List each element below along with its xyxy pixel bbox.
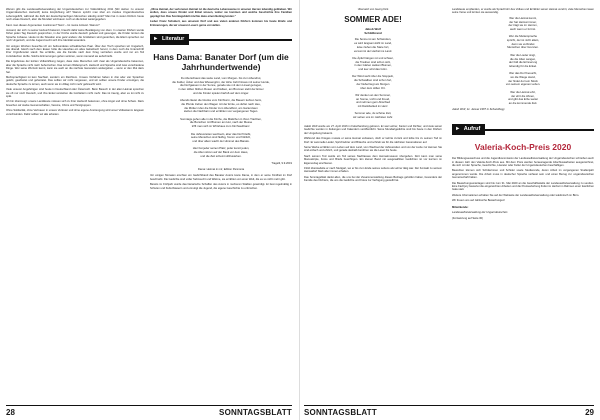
paper-name: SONNTAGSBLATT xyxy=(219,408,292,417)
poem-line: wir sehen uns im nächsten Jahr. xyxy=(353,115,393,120)
poem-line: spricht, der ist nicht allein, xyxy=(506,38,540,43)
poem-line: auch wenn er fort ist. xyxy=(510,26,536,31)
poem-line: wo die Wiege stand, xyxy=(510,75,536,80)
poem-line: die Trauben sind schon süß, xyxy=(355,59,391,64)
footer-rule xyxy=(6,405,292,406)
poem-line: und nehmen gern Abschied xyxy=(355,100,391,105)
poem-signature: Jakob Wolf, 11. Januar 1987 in Schandhegy xyxy=(452,107,505,111)
poem-line: der findet dort ein Stück xyxy=(508,78,538,83)
poem-line: denn sie verbindet xyxy=(511,41,535,46)
poem-line: Sommer ade, du schöne Zeit, xyxy=(354,111,392,116)
poem-line: Wir denken an den Sommer, xyxy=(355,92,391,97)
intro-paragraph: Lieber Franz Schubert, aus unserem Dorf und aus vielen anderen Dörfern kommen bis heute Briefe und Erinnerungen, die wir unseren Lesern gerne vorstellen. xyxy=(150,20,292,27)
paragraph: Vor einigen Wochen besuchte ich ein befreundetes schwäbisches Paar. Über den Tisch sprachen wir Ungarisch, wie überall. Gleich nach dem Essen holte die Hausfrau ein altes Gebetbuch hervor, in dem noch die Unterschrift ihrer Urgroßmutter stand. Sie erzählte, wie die Familie nach dem Krieg vertrieben wurde und nur ein Teil zurückkehren durfte. Solche Erinnerungen gehen verloren, wenn niemand sie aufschreibt. xyxy=(6,44,144,58)
paragraph: Kann man diesen Argumenten zustimmen? Nein! – Ist meine Antwort. Warum? xyxy=(6,23,100,27)
paragraph: Ich bin überzeugt: unsere Landsleute müssen sich zu ihrer Herkunft bekennen, ohne Angst und ohne Scham. Dazu brauchen wir starke Gemeinschaften, Vereine, Chöre und Tanzgruppen. xyxy=(6,100,144,107)
poem-date: Tragelli, 9.9.2019 xyxy=(271,161,292,165)
paragraph: Bewerben können sich Schülerinnen und Schüler sowie Studierende, deren Arbeit im vergangenen Studienjahr angenommen wurde. Die Arbeit muss in deutscher Sprache verfasst sein und einen Bezug zur ungarndeutschen Gemeinschaft haben. xyxy=(452,169,594,180)
paragraph: Das Sonntagsblatt dankt allen, die uns bei der Zusammenstellung dieses Beitrags geholfen haben, besonders der Familie des Dichters, die uns die Gedichte und Fotos zur Verfügung gestellt hat. xyxy=(304,175,442,183)
poem-line: Wer die Muttersprache xyxy=(508,34,538,39)
continued-note: (Fortsetzung auf Seite 30) xyxy=(452,217,484,221)
footer-rule xyxy=(304,405,594,406)
poem-line: Die Jahreszeiten wechseln, aber das Dorf bleibt, xyxy=(190,131,251,136)
poem-line: Wer die Heimat kennt, xyxy=(509,15,537,20)
poem-line: in den Höfen blühen Rosen und Nelken, am Brunnen steht der Eimer xyxy=(178,87,264,92)
right-column-2 xyxy=(452,8,594,400)
poem-title: SOMMER ADE! xyxy=(344,15,402,25)
paragraph: Die Ergebnisse der letzten Volkszählung zeigen, dass viele Menschen sich zwar als Ungarndeutsche bekennen, aber die Sprache nicht mehr beherrschen. Das ist kein Widerspruch. Herkunft und Sprache sind zwei verschiedene Dinge. Wer seine Wurzeln kennt, kann sie auch an die nächste Generation weitergeben – wenn er den Mut dazu hat. xyxy=(6,60,144,74)
section-tag-label: Literatur xyxy=(161,36,185,43)
poem-line: und leer wird das Grün. xyxy=(358,67,388,72)
poem-line: und die Kinder spielen barfuß auf dem Anger. xyxy=(192,90,250,95)
paragraph: Mehrsprachigkeit ist kein Nachteil, sondern ein Reichtum. Unsere Vorfahren haben in drei oder vier Sprachen gelebt, gearbeitet und geheiratet. Das sollten wir nicht vergessen, und wir sollten unsere Kinder ermutigen, die deutsche Sprache zu lernen, auch wenn sie im Alltag nicht mehr gebraucht wird. xyxy=(6,75,144,86)
poem-line: trifft man sich im Wirtshaus zum Kirchweihtanz. xyxy=(191,124,251,129)
poem-line: die Alten sitzen auf der Bank vor dem Haus, xyxy=(193,150,249,155)
left-column-1 xyxy=(6,8,144,400)
left-column-2 xyxy=(150,8,292,400)
intro-block xyxy=(452,8,594,15)
poem-line: der hält die Erinnerung xyxy=(508,60,538,65)
poem-line: der Nebel liegt am Morgen xyxy=(356,81,390,86)
article-title: Valeria-Koch-Preis 2020 xyxy=(474,142,572,153)
paragraph: Vor einigen Monaten erschien ein Gedichtband des Banater Autors Hans Dama, in dem er seine Kindheit im Dorf beschreibt. Die Gedichte sind voller Sehnsucht und Wärme, sie erzählen von einer Welt, die es so nicht mehr gibt. xyxy=(150,174,292,181)
paragraph: Viele unserer Angehörigen sind heute in Deutschland oder Österreich. Beim Besuch in der alten Heimat sprechen sie oft nur noch Deutsch, und ihre Enkel verstehen die Großeltern nicht mehr. Das ist traurig, aber es ist nicht zu spät. xyxy=(6,88,144,98)
poem-line: seine Menschen sind fleißig, fromm und fröhlich, xyxy=(190,135,251,140)
right-column-1 xyxy=(304,8,442,400)
poem-line: die Mütter rufen die Kinder zum Abendbrot, am Gartenzaun xyxy=(184,105,258,110)
paragraph: Ohne Solidarität, ohne Vertrauen in unsere Vertreter und ohne eigene Anstrengung wird unser Volksstamm langsam verschwinden. Dafür sollten wir alle arbeiten. xyxy=(6,109,144,116)
poem-line: Du überschaust das weite Land, vom Morgen- bis zum Abendrot, xyxy=(180,76,262,81)
triangle-right-icon: ► xyxy=(455,126,461,133)
poem-line: und die Zeit scheint stillzustehen. xyxy=(200,153,242,158)
paragraph: Während des Krieges musste er seine Heimat verlassen, doch er kehrte zurück und lebte bis zu seinem Tod im Dorf. Er sammelte Lieder, Sprichwörter und Bräuche und schrieb sie für die nächsten Generationen auf. xyxy=(304,137,442,144)
poem-line: lebendig für die Enkel. xyxy=(509,63,537,68)
triangle-right-icon: ► xyxy=(153,36,159,43)
article-body xyxy=(452,157,594,202)
poem-line: Die Sonne ist am Schwinden, xyxy=(354,37,392,42)
poem-line: mit Dankbarkeit im Herz. xyxy=(357,104,389,109)
poem-line: der hat Heimat immer, xyxy=(509,19,537,24)
poem-line: Die Äpfel hängen rot und schwer, xyxy=(352,55,394,60)
poem-line: die die Alten sangen, xyxy=(510,56,536,61)
closing-label: Mitwirkende: xyxy=(452,205,469,209)
paragraph: Nach seinem Tod wurde ein Teil seines Nachlasses dem Heimatmuseum übergeben. Dort kann man seine Manuskripte, Fotos und Briefe besichtigen. Ein kleiner Band mit ausgewählten Gedichten ist vor kurzem im Eigenverlag erschienen. xyxy=(304,154,442,165)
poem-line: die Dorfgassen in der Sonne, gerade wie mit dem Lineal gezogen, xyxy=(180,83,262,88)
paragraph: Die Bewerbungsunterlagen sind bis zum 31. Mai 2020 an die Geschäftsstelle der Landesselbstverwaltung zu senden. Eine Fachjury bewertet die eingereichten Arbeiten und die Preisverleihung findet im Herbst im Rahmen einer feierlichen Gala statt. xyxy=(452,181,594,192)
paragraph: Landsleute empfanden, er wurde als Sprachrohr des Volkes und Erzähler seiner Heimat verehrt, viele Menschen lasen seine Verse und lernten sie auswendig. xyxy=(452,8,594,15)
section-tag-rule xyxy=(189,39,292,41)
article-body xyxy=(150,174,292,190)
section-tag-rule xyxy=(485,129,594,131)
poem-line: Wer die Heimat ehrt, xyxy=(510,89,536,94)
paragraph: Bereits im Frühjahr wurde das literarische Schaffen des Autors in mehreren Städten gewürdigt. Er liest regelmäßig in Schulen und Kulturhäusern und ermutigt die Jugend, die eigene Geschichte zu erforschen. xyxy=(150,183,292,190)
poem-line: die Felder, Äcker und das Wiesengrün, der Hirte zieht hinaus mit seiner Herde, xyxy=(172,79,270,84)
poem-line: und gibt das Erbe weiter xyxy=(507,97,539,102)
poem-block xyxy=(150,77,292,158)
section-tag-aufruf xyxy=(452,123,594,136)
poem-line: an Sonne, Licht und Freud, xyxy=(356,96,390,101)
poem-line: die Schwalben sind schon fort, xyxy=(354,78,392,83)
section-tag-label: Aufruf xyxy=(463,126,481,133)
intro-block xyxy=(150,8,292,27)
article-title: Hans Dama: Banater Dorf (um die Jahrhundertwende) xyxy=(153,52,289,73)
poem-source: Dama: Heimat in mir, Edition Pannonia xyxy=(197,167,245,171)
poem-line: in den Gärten welken Blumen, xyxy=(354,63,392,68)
poem-line: der ehrt die Ahnen, xyxy=(511,93,535,98)
poem-line: Hier hat jeder seinen Platz, jeder kennt jeden, xyxy=(192,146,250,151)
poem-line: an die kommende Zeit. xyxy=(508,100,538,105)
paragraph: Wir freuen uns auf zahlreiche Bewerbungen! xyxy=(452,199,506,203)
poem-author: Jakob Wolf Schildbrand xyxy=(364,27,382,36)
poem-line: Abends läutet die Glocke vom Kirchturm, die Bauern kehren heim, xyxy=(180,98,262,103)
dedication: Übersetzt von Georg Kick xyxy=(357,8,389,11)
paragraph: Jakob Wolf wurde am 27. April 1916 in Felsöhamburg geboren. Er war Lehrer, Kantor und Dichter, und viele seiner Gedichte wurden in Zeitungen und Kalendern veröffentlicht. Seine Mundartgedichte sind bis heute in den Dörfern der Umgebung bekannt. xyxy=(304,124,442,135)
paragraph: Weitere Informationen erhalten Sie auf der Webseite der Landesselbstverwaltung oder telefonisch im Büro. xyxy=(452,193,580,197)
poem-line: Wer das Dorf besucht, xyxy=(509,71,537,76)
page-number: 28 xyxy=(6,408,15,417)
paper-name: SONNTAGSBLATT xyxy=(304,408,377,417)
poem-line: von seinem eigenen Leben. xyxy=(505,82,541,87)
poem-line: und über allem wacht der Himmel des Banats. xyxy=(192,138,250,143)
poem-line: es wird langsam kühl im Land, xyxy=(354,41,392,46)
closing-text: Landesselbstverwaltung der Ungarndeutschen xyxy=(452,210,508,214)
poem-line: Wer die Lieder singt, xyxy=(510,52,536,57)
paragraph: Jemand, der sich zu seiner Herkunft bekennt, braucht dafür keine Bestätigung von oben. In unseren Dörfern wurde früher jeden Tag Deutsch gesprochen, in der Kirche wurde deutsch gebetet und gesungen, die Kinder lernten die Sprache zuhause. Heute ist die Situation eine ganz andere: die Großeltern sind gestorben, die Eltern sprechen nur noch Ungarisch, und die Jugend sucht sich ihre Identität woanders. xyxy=(6,29,144,43)
paragraph: Der Bildungsausschuss und die Jugendkommission der Landesselbstverwaltung der Ungarndeutschen schreiben auch in diesem Jahr den Valeria-Koch-Preis aus. Mit dem Preis werden herausragende Abschlussarbeiten ausgezeichnet, die sich mit der Sprache, Geschichte, Literatur oder Kultur der Ungarndeutschen beschäftigen. xyxy=(452,157,594,167)
poem-line: stehen die Nachbarn und erzählen von vergangenen Tagen. xyxy=(183,109,259,114)
paragraph: Warum gibt die Landesselbstverwaltung der Ungarndeutschen zur Volkszählung 2011 (Wir stehen zu unserer Ungarndeutschen Herkunft) keine Empfehlung ab? Warum spricht man über ein zweites Ungarndeutsches Lebensgefühl, während die Zahl der deutschsprachigen Menschen ständig sinkt? Man hat in vielen Dörfern heute noch etwas Deutsch, aber die Mundart wird kaum noch an die Enkel weitergegeben. xyxy=(6,8,144,22)
poem-line: Menschen über Grenzen. xyxy=(507,45,539,50)
poem-line: die Burschen mit Blumen am Hut, nach der Messe xyxy=(189,120,253,125)
poem-line: die Pferde ziehen den Wagen mit der Ernte, es duftet nach Heu, xyxy=(181,101,261,106)
page-number: 29 xyxy=(585,408,594,417)
poem-line: der trägt sie im Herzen, xyxy=(508,23,538,28)
poem-line: leise ziehen die Stare fort, xyxy=(356,44,390,49)
poem-line: über dem stillen Ort. xyxy=(360,85,386,90)
intro-paragraph: „Ohne Heimat, der verlorenen Heimat ist die deutsche Lebensweise in unseren Herzen lebendig geblieben. Wir wollen, dass unsere Kinder und Enkel wissen, woher sie kommen und welche Geschichte ihre Familien geprägt hat. Das Sonntagsblatt möchte dazu einen Beitrag leisten.“ xyxy=(150,8,292,18)
poem-block xyxy=(304,38,442,119)
paragraph: Seine Werke erzählen vom Leben auf dem Land, vom Wechsel der Jahreszeiten und von der Liebe zur Heimat. Sie sind einfach und ehrlich, und gerade deshalb berühren sie die Leser bis heute. xyxy=(304,145,442,153)
section-tag-literatur xyxy=(150,33,292,46)
article-body xyxy=(304,125,442,183)
poem-line: es kommt der Herbst ins Land. xyxy=(353,48,393,53)
paragraph: 1942 übersiedelte er nach Stuttgart, wo er bis zum Ende seines Lebens als Lehrer tätig war. Der Kontakt zu seinem Heimatdorf blieb aber immer erhalten. xyxy=(304,166,442,174)
poem-line: Sonntags gehen alle in die Kirche, die Mädchen in ihren Trachten, xyxy=(180,116,262,121)
poem-block xyxy=(452,17,594,106)
right-page xyxy=(300,0,600,420)
poem-line: Der Wind weht über die Stoppeln, xyxy=(352,74,394,79)
